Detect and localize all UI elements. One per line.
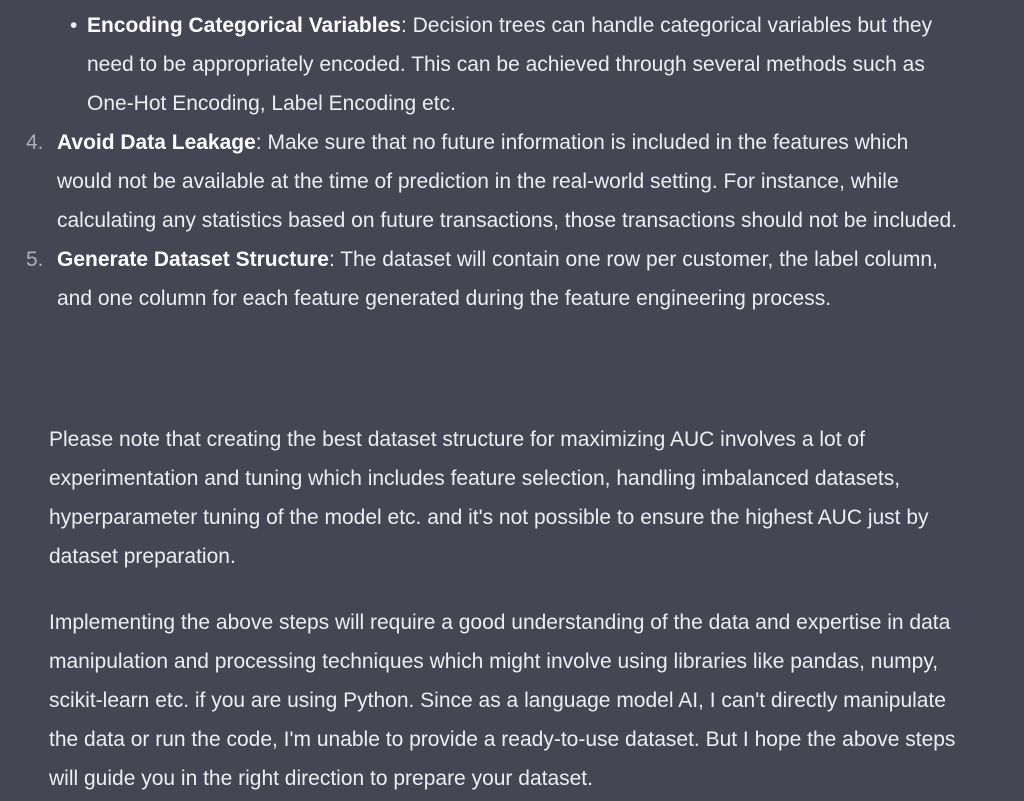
numbered-item-dataset-structure xyxy=(26,240,962,318)
paragraph-auc-note: Please note that creating the best dataset structure for maximizing AUC involves a lot of experimentation and tuning which includes feature selection, handling imbalanced datasets, hyperparameter tuning of the model etc. and it's not possible to ensure the highest AUC just by dataset preparation. xyxy=(49,428,929,568)
item-title: Avoid Data Leakage xyxy=(57,131,256,154)
item-text: : The dataset will contain one row per customer, the label column, and one column for each feature generated during the feature engineering process. xyxy=(57,248,938,310)
bullet-item-encoding xyxy=(70,6,967,123)
bullet-list xyxy=(70,6,967,123)
item-text: : Make sure that no future information is included in the features which would not be available at the time of prediction in the real-world setting. For instance, while calculating any statistics based on future transactions, those transactions should not be included. xyxy=(57,131,958,232)
item-title: Generate Dataset Structure xyxy=(57,248,329,271)
bullet-dot-icon: • xyxy=(70,14,78,37)
item-number: 4. xyxy=(26,131,44,154)
numbered-list xyxy=(26,123,962,318)
item-number: 5. xyxy=(26,248,44,271)
paragraph-implementation-note: Implementing the above steps will require a good understanding of the data and expertise in data manipulation and processing techniques which might involve using libraries like pandas, numpy, scikit-learn etc. if you are using Python. Since as a language model AI, I can't directly manipulate the data or run the code, I'm unable to provide a ready-to-use dataset. But I hope the above steps will guide you in the right direction to prepare your dataset. xyxy=(49,611,956,790)
numbered-item-data-leakage xyxy=(26,123,962,240)
bullet-text: : Decision trees can handle categorical variables but they need to be appropriately encoded. This can be achieved through several methods such as One-Hot Encoding, Label Encoding etc. xyxy=(87,14,933,115)
bullet-title: Encoding Categorical Variables xyxy=(87,14,401,37)
